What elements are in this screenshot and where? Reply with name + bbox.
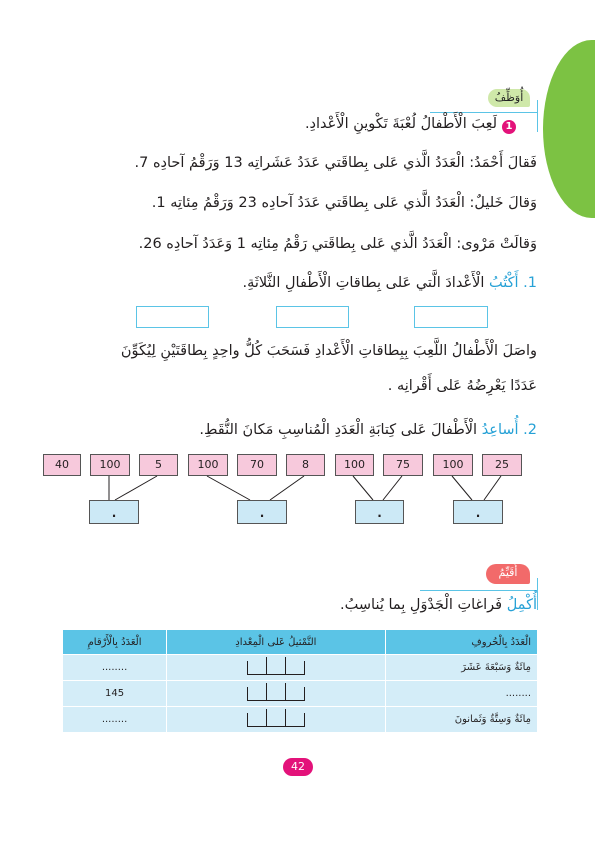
cell-abacus bbox=[167, 707, 386, 733]
abacus-icon bbox=[247, 661, 305, 675]
table-row bbox=[63, 655, 538, 681]
question-2-number: 2. bbox=[523, 422, 537, 438]
header-digits: الْعَدَدُ بِالْأَرْقامِ bbox=[63, 630, 167, 655]
question-1-number: 1. bbox=[523, 275, 537, 291]
cell-abacus bbox=[167, 655, 386, 681]
abacus-icon bbox=[247, 687, 305, 701]
question-1-text: الْأَعْدادَ الَّتي عَلى بِطاقاتِ الْأَطْفالِ الثَّلاثَةِ. bbox=[242, 275, 485, 291]
number-card: 25 bbox=[482, 454, 522, 476]
result-blank[interactable]: . bbox=[355, 500, 404, 524]
exercise-intro: لَعِبَ الْأَطْفالُ لُعْبَةَ تَكْوينِ الْأَعْدادِ. bbox=[304, 116, 497, 132]
question-2-verb: أُساعِدُ bbox=[481, 422, 519, 438]
cell-words: مِائَةٌ وَسِتَّةٌ وَثَمانونَ bbox=[385, 707, 537, 733]
cell-abacus bbox=[167, 681, 386, 707]
statement-ahmed: فَقالَ أَحْمَدُ: الْعَدَدُ الَّذي عَلى بِطاقَتي عَدَدُ عَشَراتِه 13 وَرَقْمُ آحادِه 7. bbox=[134, 155, 537, 171]
number-card: 75 bbox=[383, 454, 423, 476]
cell-words[interactable]: ........ bbox=[385, 681, 537, 707]
cell-words: مِائَةٌ وَسَبْعَةَ عَشَرَ bbox=[385, 655, 537, 681]
paragraph-line-2: عَدَدًا يَعْرِضُهُ عَلى أَقْرانِه . bbox=[387, 378, 537, 394]
question-1-verb: أَكْتُبُ bbox=[489, 275, 519, 291]
section-badge-assess: أُقَيِّمُ bbox=[486, 564, 530, 584]
numbers-table bbox=[62, 629, 538, 733]
number-card: 70 bbox=[237, 454, 277, 476]
number-card: 8 bbox=[286, 454, 325, 476]
number-card: 5 bbox=[139, 454, 178, 476]
badge-underline bbox=[420, 590, 538, 591]
header-words: الْعَدَدُ بِالْحُروفِ bbox=[385, 630, 537, 655]
section-badge-apply: أُوَظِّفُ bbox=[488, 89, 530, 107]
cell-digits[interactable]: ........ bbox=[63, 707, 167, 733]
number-card: 100 bbox=[335, 454, 374, 476]
paragraph-line-1: واصَلَ الْأَطْفالُ اللَّعِبَ بِبِطاقاتِ الْأَعْدادِ فَسَحَبَ كُلُّ واحِدٍ بِطاقَتَيْنِ لِيُكَوِّنَ bbox=[120, 343, 537, 359]
result-blank[interactable]: . bbox=[453, 500, 503, 524]
abacus-icon bbox=[247, 713, 305, 727]
instruction-text: فَراغاتِ الْجَدْوَلِ بِما يُناسِبُ. bbox=[340, 597, 503, 613]
question-2-text: الْأَطْفالَ عَلى كِتابَةِ الْعَدَدِ الْمُناسِبِ مَكانَ النُّقَطِ. bbox=[199, 422, 478, 438]
cell-digits: 145 bbox=[63, 681, 167, 707]
table-instruction bbox=[340, 597, 537, 613]
result-blank[interactable]: . bbox=[89, 500, 139, 524]
exercise-number: 1 bbox=[502, 120, 516, 134]
table-row bbox=[63, 681, 538, 707]
result-blank[interactable]: . bbox=[237, 500, 287, 524]
table-row bbox=[63, 707, 538, 733]
cell-digits[interactable]: ........ bbox=[63, 655, 167, 681]
number-card: 100 bbox=[90, 454, 130, 476]
instruction-verb: أُكْمِلُ bbox=[506, 597, 537, 613]
number-card: 40 bbox=[43, 454, 81, 476]
table-header-row bbox=[63, 630, 538, 655]
page-number: 42 bbox=[283, 758, 313, 776]
number-card: 100 bbox=[433, 454, 473, 476]
statement-marwa: وَقالَتْ مَرْوى: الْعَدَدُ الَّذي عَلى بِطاقَتي رَقْمُ مِئاتِه 1 وَعَدَدُ آحادِه 26. bbox=[138, 236, 537, 252]
statement-khalil: وَقالَ خَليلٌ: الْعَدَدُ الَّذي عَلى بِطاقَتي عَدَدُ آحادِه 23 وَرَقْمُ مِئاتِه 1. bbox=[151, 195, 537, 211]
badge-vertical-rule bbox=[537, 578, 538, 610]
number-card: 100 bbox=[188, 454, 228, 476]
header-abacus: التَّمْثيلُ عَلى الْمِعْدادِ bbox=[167, 630, 386, 655]
